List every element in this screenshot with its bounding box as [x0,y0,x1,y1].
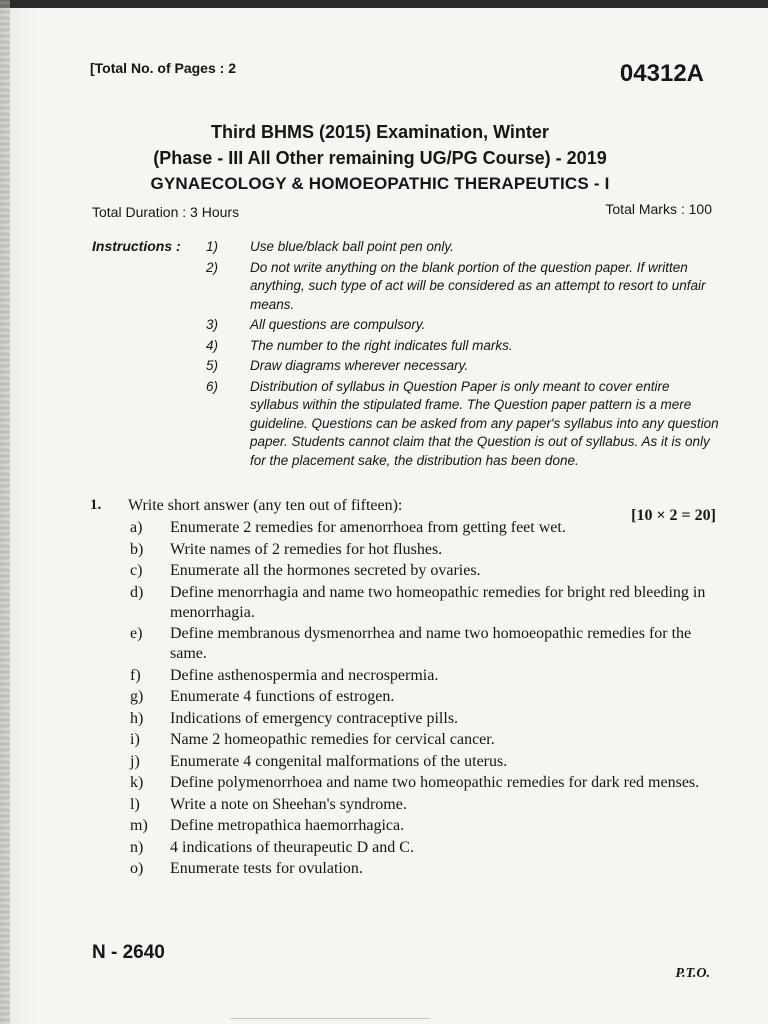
item-text: Enumerate tests for ovulation. [170,860,363,877]
paper-code: 04312A [619,60,704,87]
item-text: Write names of 2 remedies for hot flushes. [170,540,443,558]
instruction-text: Do not write anything on the blank portion of the question paper. If written anything, such type of act will be considered as an attempt to resort to unfair means. [250,259,706,312]
item-label: m) [130,817,148,834]
item-text: Enumerate 4 functions of estrogen. [170,688,395,705]
list-item [130,709,720,729]
list-item [130,540,720,560]
exam-subtitle: (Phase - III All Other remaining UG/PG Course) - 2019 [153,148,607,168]
list-item [130,518,720,538]
instruction-number: 5) [206,358,219,373]
instruction-text: The number to the right indicates full marks. [250,337,513,353]
footer-code: N - 2640 [92,942,165,963]
total-marks: Total Marks : 100 [605,201,712,217]
instruction-item [200,357,720,376]
exam-title: Third BHMS (2015) Examination, Winter [211,122,549,142]
instruction-item [200,238,720,257]
item-label: k) [130,774,144,791]
item-label: j) [130,752,140,770]
instruction-number: 4) [206,337,219,353]
instruction-text: Draw diagrams wherever necessary. [250,358,469,373]
item-text: Write a note on Sheehan's syndrome. [170,795,407,813]
instruction-number: 2) [206,259,219,275]
subject-title: GYNAECOLOGY & HOMOEOPATHIC THERAPEUTICS - I [150,174,610,193]
instruction-item [200,316,720,335]
list-item [130,624,720,664]
item-text: Enumerate 4 congenital malformations of the uterus. [170,752,508,770]
item-text: Define asthenospermia and necrospermia. [170,666,439,684]
question-items [130,518,720,881]
item-text: Define menorrhagia and name two homeopathic remedies for bright red bleeding in menorrhagia. [170,583,706,621]
item-text: Enumerate all the hormones secreted by ovaries. [170,562,481,579]
instruction-number: 6) [206,378,219,394]
list-item [130,773,720,793]
item-label: c) [130,562,143,579]
item-label: n) [130,838,144,856]
item-label: b) [130,540,144,558]
item-label: h) [130,709,144,727]
item-text: Name 2 homeopathic remedies for cervical cancer. [170,731,495,748]
question-marks: [10 × 2 = 20] [631,507,716,524]
item-label: d) [130,583,144,601]
list-item [130,730,720,750]
list-item [130,687,720,707]
instruction-item [200,337,720,356]
question-number: 1. [90,497,102,513]
item-label: i) [130,731,140,748]
list-item [130,859,720,879]
instruction-text: Distribution of syllabus in Question Paper is only meant to cover entire syllabus within the stipulated frame. The Question paper pattern is a mere guideline. Questions can be asked from any paper's syllabus into any question paper. Students cannot claim that the Question is out of syllabus. As it is only for the placement sake, the distribution has been done. [250,378,719,468]
item-label: e) [130,625,143,642]
item-label: a) [130,519,143,536]
total-pages: [Total No. of Pages : 2 [90,60,236,76]
item-text: Define membranous dysmenorrhea and name two homoeopathic remedies for the same. [170,625,692,662]
list-item [130,666,720,686]
top-border [0,0,768,8]
instructions-list [200,238,720,472]
item-text: Define polymenorrhoea and name two homeopathic remedies for dark red menses. [170,774,700,791]
instruction-text: All questions are compulsory. [250,317,426,332]
item-label: g) [130,688,144,705]
item-text: Define metropathica haemorrhagica. [170,817,405,834]
list-item [130,583,720,623]
instructions-label: Instructions : [92,238,181,254]
question-text: Write short answer (any ten out of fifteen): [128,497,403,514]
instruction-number: 1) [206,239,219,254]
list-item [130,795,720,815]
item-text: Indications of emergency contraceptive pills. [170,709,459,727]
item-label: o) [130,860,144,877]
pto-label: P.T.O. [675,966,710,981]
item-text: 4 indications of theurapeutic D and C. [170,838,414,856]
list-item [130,752,720,772]
list-item [130,838,720,858]
page-edge-shadow [0,0,10,1024]
instruction-item [200,378,720,471]
bottom-divider [230,1018,430,1019]
instruction-number: 3) [206,317,219,332]
instruction-text: Use blue/black ball point pen only. [250,239,454,254]
list-item [130,816,720,836]
item-label: l) [130,795,140,813]
total-duration: Total Duration : 3 Hours [92,204,240,220]
list-item [130,561,720,581]
item-text: Enumerate 2 remedies for amenorrhoea from getting feet wet. [170,519,566,536]
item-label: f) [130,666,141,684]
instruction-item [200,259,720,315]
